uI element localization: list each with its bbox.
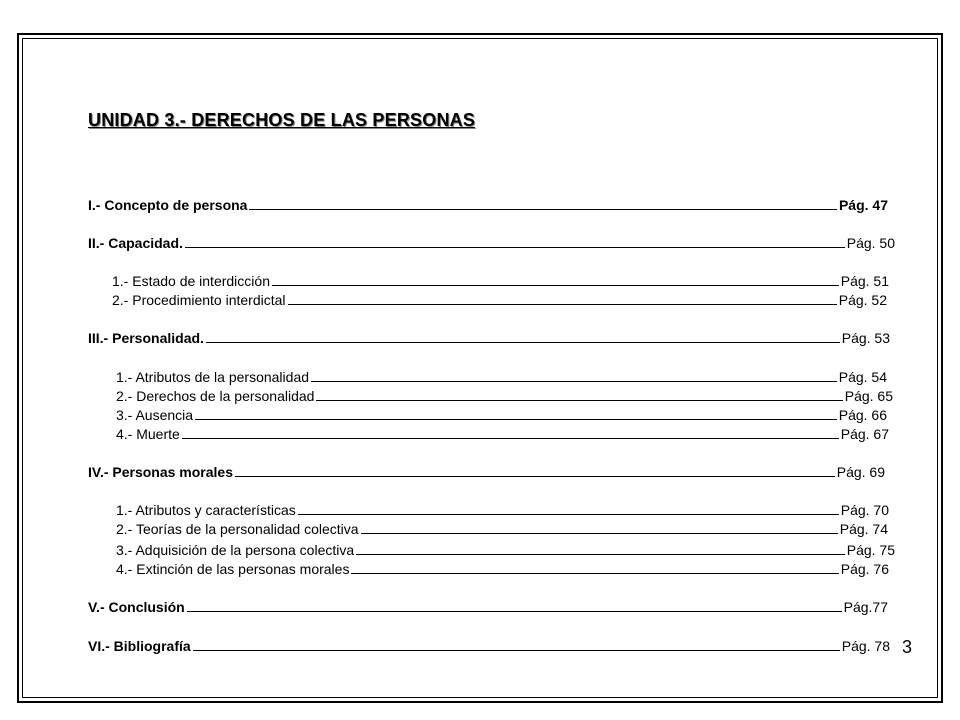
toc-subentry bbox=[116, 368, 887, 386]
toc-leader-line bbox=[193, 637, 840, 651]
toc-entry-page: Pág. 51 bbox=[840, 273, 889, 289]
toc-entry-label: VI.- Bibliografía bbox=[88, 638, 191, 654]
toc-entry-label: 3.- Adquisición de la persona colectiva bbox=[116, 542, 355, 558]
toc-entry-page: Pág. 76 bbox=[840, 561, 889, 577]
toc-entry bbox=[88, 598, 888, 616]
toc-entry bbox=[88, 234, 895, 252]
toc-entry bbox=[88, 196, 888, 214]
toc-entry-page: Pág. 67 bbox=[840, 426, 889, 442]
toc-entry-label: 1.- Estado de interdicción bbox=[112, 273, 270, 289]
toc-leader-line bbox=[311, 368, 837, 382]
toc-leader-line bbox=[195, 406, 837, 420]
slide-page-number: 3 bbox=[902, 637, 913, 657]
toc-entry-label: 3.- Ausencia bbox=[116, 407, 194, 423]
toc-entry-page: Pág. 65 bbox=[844, 388, 893, 404]
toc-entry bbox=[88, 329, 890, 347]
toc-subentry bbox=[116, 501, 889, 519]
toc-entry-page: Pág. 74 bbox=[839, 521, 888, 537]
toc-entry-page: Pág. 78 bbox=[841, 638, 890, 654]
toc-entry-label: IV.- Personas morales bbox=[88, 464, 234, 480]
toc-subentry bbox=[112, 272, 889, 290]
toc-leader-line bbox=[182, 425, 839, 439]
toc-leader-line bbox=[298, 501, 839, 515]
toc-entry-page: Pág. 54 bbox=[838, 369, 887, 385]
toc-entry-label: I.- Concepto de persona bbox=[88, 197, 248, 213]
toc-entry-label: 4.- Extinción de las personas morales bbox=[116, 561, 350, 577]
toc-entry-page: Pág.77 bbox=[843, 599, 888, 615]
toc-entry-label: 2.- Derechos de la personalidad bbox=[116, 388, 315, 404]
toc-leader-line bbox=[249, 196, 837, 210]
toc-leader-line bbox=[272, 272, 839, 286]
toc-leader-line bbox=[351, 560, 838, 574]
toc-entry-page: Pág. 47 bbox=[838, 197, 888, 213]
toc-leader-line bbox=[235, 463, 835, 477]
toc-entry-page: Pág. 53 bbox=[841, 330, 890, 346]
toc-entry-page: Pág. 75 bbox=[846, 542, 895, 558]
toc-entry-label: 1.- Atributos de la personalidad bbox=[116, 369, 310, 385]
toc-entry-label: 2.- Teorías de la personalidad colectiva bbox=[116, 521, 359, 537]
toc-leader-line bbox=[206, 329, 840, 343]
toc-entry-page: Pág. 70 bbox=[840, 502, 889, 518]
toc-subentry bbox=[116, 560, 889, 578]
toc-entry-label: V.- Conclusión bbox=[88, 599, 185, 615]
toc-entry-label: III.- Personalidad. bbox=[88, 330, 204, 346]
page-title: UNIDAD 3.- DERECHOS DE LAS PERSONAS bbox=[88, 110, 476, 130]
toc-leader-line bbox=[316, 387, 842, 401]
toc-entry-label: 4.- Muerte bbox=[116, 426, 180, 442]
toc-subentry bbox=[112, 291, 887, 309]
toc-entry bbox=[88, 463, 885, 481]
toc-entry-label: II.- Capacidad. bbox=[88, 235, 183, 251]
toc-entry-label: 2.- Procedimiento interdictal bbox=[112, 292, 286, 308]
toc-entry-page: Pág. 52 bbox=[838, 292, 887, 308]
toc-entry-page: Pág. 50 bbox=[846, 235, 895, 251]
toc-leader-line bbox=[288, 291, 837, 305]
toc-subentry bbox=[116, 520, 888, 538]
toc-entry-page: Pág. 69 bbox=[836, 464, 885, 480]
toc-subentry bbox=[116, 406, 887, 424]
toc-entry-page: Pág. 66 bbox=[838, 407, 887, 423]
toc-subentry bbox=[116, 541, 895, 559]
toc-leader-line bbox=[187, 598, 842, 612]
toc-leader-line bbox=[361, 520, 838, 534]
toc-subentry bbox=[116, 425, 889, 443]
toc-subentry bbox=[116, 387, 893, 405]
toc-entry bbox=[88, 637, 890, 655]
toc-entry-label: 1.- Atributos y características bbox=[116, 502, 296, 518]
toc-leader-line bbox=[185, 234, 845, 248]
toc-leader-line bbox=[356, 541, 845, 555]
